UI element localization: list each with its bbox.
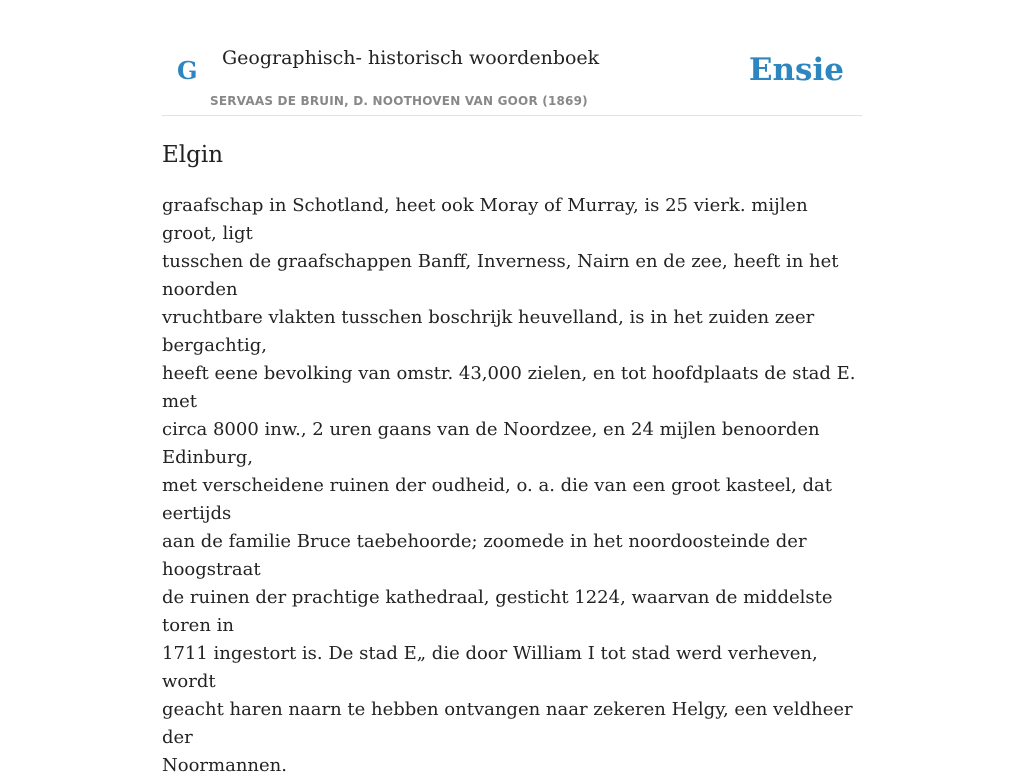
entry-line: geacht haren naarn te hebben ontvangen naar zekeren Helgy, een veldheer der bbox=[162, 699, 853, 748]
entry-line: aan de familie Bruce taebehoorde; zoomede in het noordoosteinde der hoogstraat bbox=[162, 531, 807, 580]
entry-line: vruchtbare vlakten tusschen boschrijk heuvelland, is in het zuiden zeer bergachtig, bbox=[162, 307, 815, 356]
entry-line: tusschen de graafschappen Banff, Inverness, Nairn en de zee, heeft in het noorden bbox=[162, 251, 839, 300]
entry-title: Elgin bbox=[162, 142, 224, 168]
entry-text bbox=[162, 192, 862, 780]
book-authors: SERVAAS DE BRUIN, D. NOOTHOVEN VAN GOOR (1869) bbox=[210, 94, 588, 108]
entry-line: heeft eene bevolking van omstr. 43,000 zielen, en tot hoofdplaats de stad E. met bbox=[162, 363, 856, 412]
entry-line: circa 8000 inw., 2 uren gaans van de Noordzee, en 24 mijlen benoorden Edinburg, bbox=[162, 419, 820, 468]
book-letter-icon: G bbox=[177, 56, 198, 85]
entry-line: Noormannen. bbox=[162, 755, 287, 776]
entry-line: 1711 ingestort is. De stad E„ die door William I tot stad werd verheven, wordt bbox=[162, 643, 818, 692]
book-header bbox=[162, 0, 862, 116]
entry-line: de ruinen der prachtige kathedraal, gesticht 1224, waarvan de middelste toren in bbox=[162, 587, 833, 636]
entry-line: met verscheidene ruinen der oudheid, o. a. die van een groot kasteel, dat eertijds bbox=[162, 475, 832, 524]
book-title-link[interactable]: Geographisch- historisch woordenboek bbox=[222, 47, 600, 69]
entry-line: graafschap in Schotland, heet ook Moray of Murray, is 25 vierk. mijlen groot, ligt bbox=[162, 195, 808, 244]
ensie-logo[interactable]: Ensie bbox=[748, 52, 844, 88]
